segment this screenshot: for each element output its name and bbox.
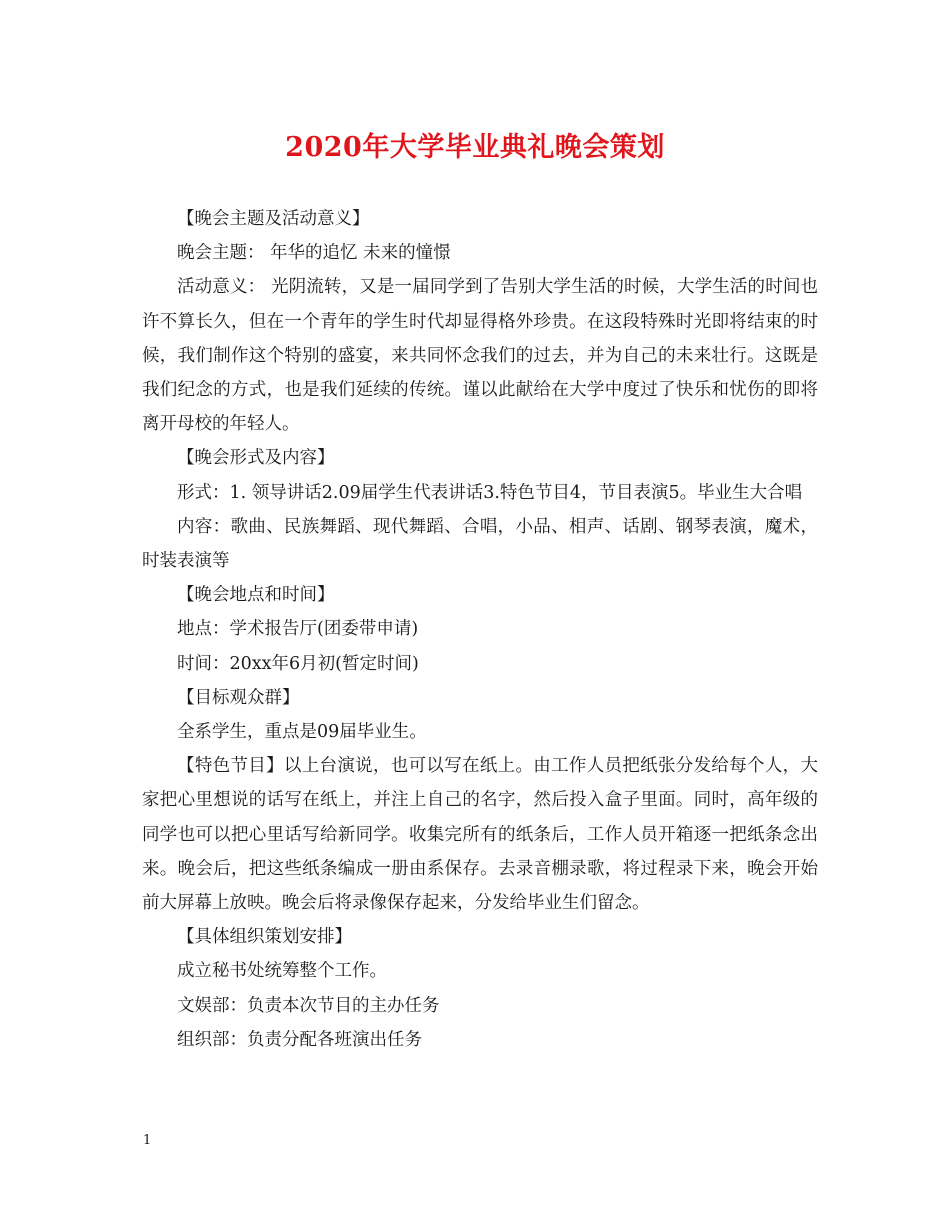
paragraph-theme: 晚会主题： 年华的追忆 未来的憧憬 <box>177 243 451 264</box>
document-title: 2020年大学毕业典礼晚会策划 <box>285 132 665 163</box>
paragraph-entertainment-dept: 文娱部：负责本次节目的主办任务 <box>177 995 440 1016</box>
paragraph-secretariat: 成立秘书处统筹整个工作。 <box>177 961 387 982</box>
paragraph-special-program: 【特色节目】以上台演说，也可以写在纸上。由工作人员把纸张分发给每个人，大家把心里想说的话写在纸上，并注上自己的名字，然后投入盒子里面。同时，高年级的同学也可以把心里话写给新同学。收集完所有的纸条后，工作人员开箱逐一把纸条念出来。晚会后，把这些纸条编成一册由系保存。去录音棚录歌，将过程录下来，晚会开始前大屏幕上放映。晚会后将录像保存起来，分发给毕业生们留念。 <box>142 756 818 914</box>
paragraph-venue: 地点：学术报告厅(团委带申请) <box>177 619 419 640</box>
paragraph-significance: 活动意义： 光阴流转，又是一届同学到了告别大学生活的时候，大学生活的时间也许不算长久，但在一个青年的学生时代却显得格外珍贵。在这段特殊时光即将结束的时候，我们制作这个特别的盛宴，来共同怀念我们的过去，并为自己的未来壮行。这既是我们纪念的方式，也是我们延续的传统。谨以此献给在大学中度过了快乐和忧伤的即将离开母校的年轻人。 <box>142 277 818 435</box>
page-number: 1 <box>143 1133 152 1148</box>
section-heading-audience: 【目标观众群】 <box>177 687 300 708</box>
paragraph-time: 时间：20xx年6月初(暂定时间) <box>177 653 419 674</box>
section-heading-organization: 【具体组织策划安排】 <box>177 927 352 948</box>
section-heading-theme: 【晚会主题及活动意义】 <box>177 209 370 229</box>
paragraph-organization-dept: 组织部：负责分配各班演出任务 <box>177 1029 422 1050</box>
paragraph-audience: 全系学生，重点是09届毕业生。 <box>177 722 427 743</box>
paragraph-format: 形式：1. 领导讲话2.09届学生代表讲话3.特色节目4，节目表演5。毕业生大合唱 <box>177 482 803 503</box>
section-heading-venue-time: 【晚会地点和时间】 <box>177 585 335 606</box>
paragraph-content: 内容：歌曲、民族舞蹈、现代舞蹈、合唱，小品、相声、话剧、钢琴表演，魔术，时装表演等 <box>142 516 818 572</box>
section-heading-format: 【晚会形式及内容】 <box>177 448 335 469</box>
document-body <box>142 202 818 1057</box>
